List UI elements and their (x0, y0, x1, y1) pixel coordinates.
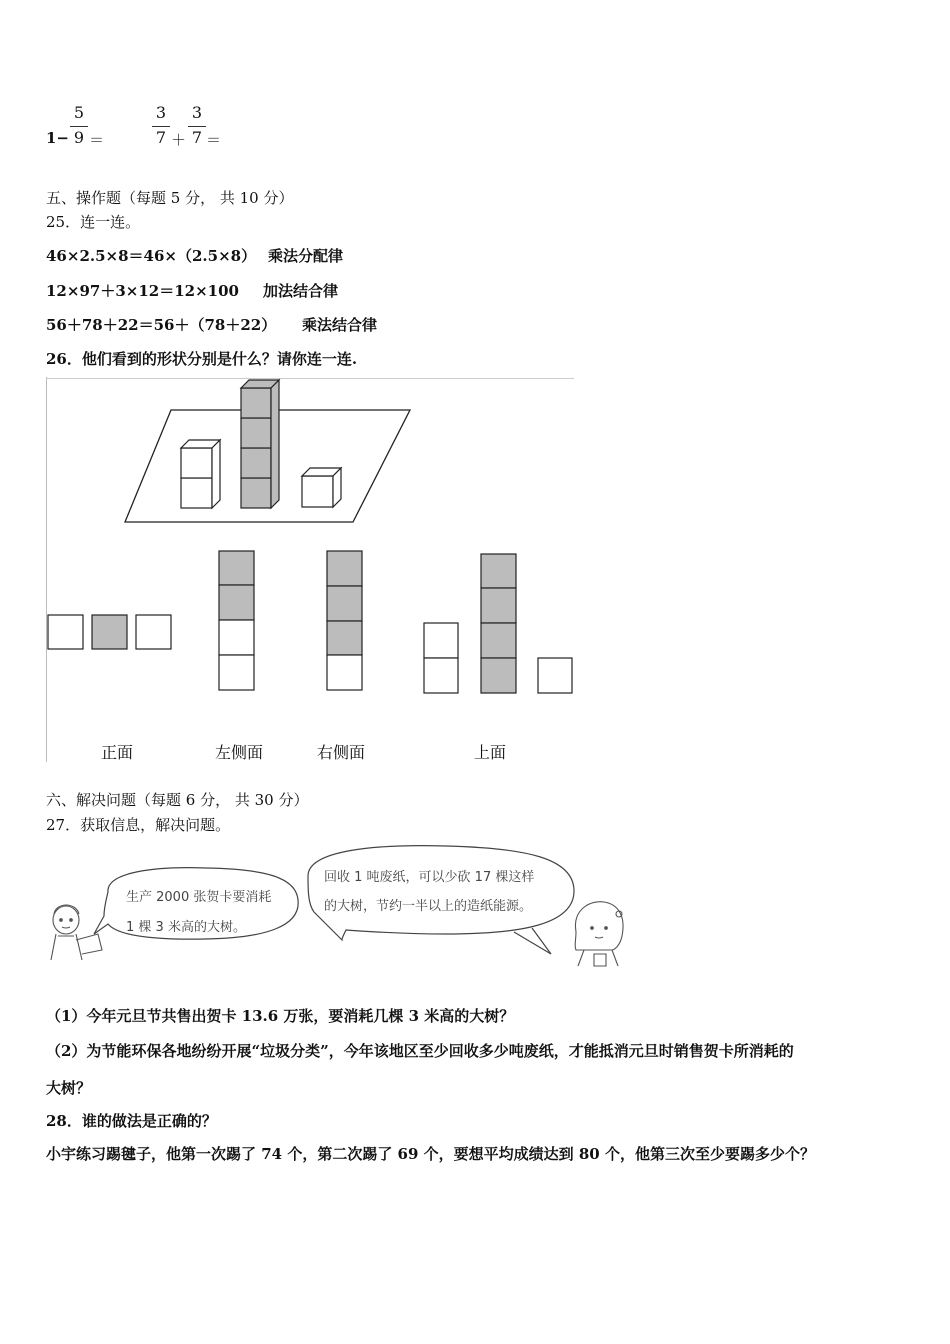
q25-expr-2: 12×97＋3×12＝12×100 (46, 282, 239, 300)
top-view (424, 554, 572, 693)
expr1-denominator: 9 (73, 128, 85, 147)
label-top: 上面 (474, 743, 507, 762)
bubble-right-line-1: 回收 1 吨废纸，可以少砍 17 棵这样 (324, 870, 535, 885)
q27-sub-2-line-1: （2）为节能环保各地纷纷开展“垃圾分类”，今年该地区至少回收多少吨废纸，才能抵消元旦时销售贺卡所消耗的 (46, 1042, 794, 1060)
section5-heading: 五、操作题（每题 5 分， 共 10 分） (46, 189, 294, 207)
expr2-operator: ＋ (171, 131, 187, 149)
cube-single (302, 468, 341, 507)
fraction-bar (70, 126, 88, 127)
fraction-bar (152, 126, 170, 127)
q27-sub-1: （1）今年元旦节共售出贺卡 13.6 万张，要消耗几棵 3 米高的大树？ (46, 1007, 515, 1025)
q25-law-1: 乘法分配律 (268, 247, 344, 265)
bubble-right-line-2: 的大树，节约一半以上的造纸能源。 (324, 899, 533, 914)
front-view (48, 615, 171, 649)
cube-stack-left (181, 440, 220, 508)
girl-figure (575, 902, 623, 966)
expr2-numerator-1: 3 (155, 103, 167, 122)
right-side-view (327, 551, 362, 690)
expr1-numerator: 5 (73, 103, 85, 122)
fraction-bar (188, 126, 206, 127)
q27-sub-2-line-2: 大树？ (46, 1079, 92, 1097)
label-left-side: 左侧面 (215, 743, 264, 762)
q25-expr-1: 46×2.5×8＝46×（2.5×8） (46, 247, 257, 265)
expr2-equals: ＝ (206, 131, 222, 149)
q26-title: 26．他们看到的形状分别是什么？请你连一连. (46, 350, 358, 368)
bubble-left-line-2: 1 棵 3 米高的大树。 (126, 920, 246, 935)
expr2-denominator-1: 7 (155, 128, 167, 147)
q28-title: 28．谁的做法是正确的？ (46, 1112, 217, 1130)
q27-title: 27．获取信息，解决问题。 (46, 816, 231, 834)
label-right-side: 右侧面 (317, 743, 366, 762)
q25-expr-3: 56＋78＋22＝56＋（78＋22） (46, 316, 277, 334)
q25-law-3: 乘法结合律 (302, 316, 378, 334)
expr1-equals: ＝ (89, 131, 105, 149)
cube-stack-tall (241, 380, 279, 508)
q25-law-2: 加法结合律 (263, 282, 339, 300)
label-front: 正面 (101, 743, 134, 762)
expr2-denominator-2: 7 (191, 128, 203, 147)
bubble-left-line-1: 生产 2000 张贺卡要消耗 (126, 890, 272, 905)
views-diagram (46, 377, 574, 762)
q28-text: 小宇练习踢毽子，他第一次踢了 74 个，第二次踢了 69 个，要想平均成绩达到 80 个，他第三次至少要踢多少个？ (46, 1145, 815, 1163)
expr2-numerator-2: 3 (191, 103, 203, 122)
section6-heading: 六、解决问题（每题 6 分， 共 30 分） (46, 791, 309, 809)
q27-illustration (46, 836, 636, 976)
expr1-prefix: 1− (46, 129, 70, 147)
q25-title: 25．连一连。 (46, 213, 141, 231)
left-side-view (219, 551, 254, 690)
q26-figure (46, 377, 574, 762)
